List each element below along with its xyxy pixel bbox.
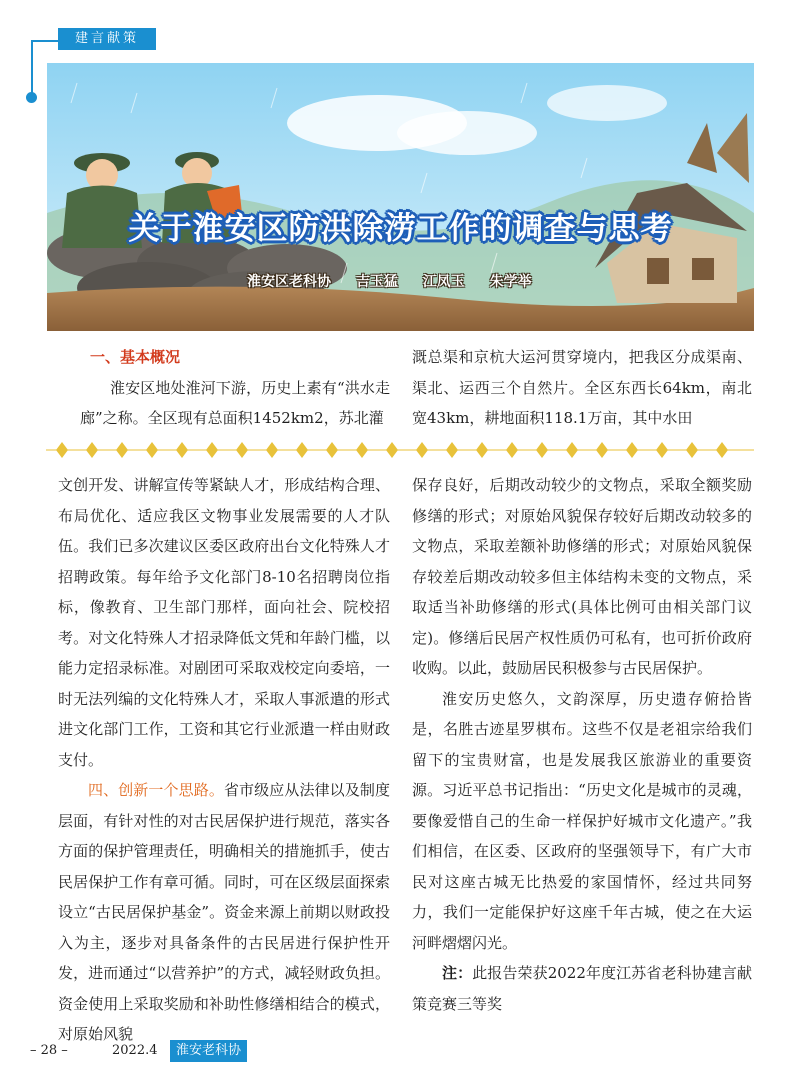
section-tag: 建言献策 — [58, 28, 156, 50]
footnote — [412, 958, 752, 1019]
intro-right-column — [412, 342, 752, 434]
paragraph-innovation-heading: 四、创新一个思路。 — [88, 781, 224, 799]
magazine-name: 淮安老科协 — [170, 1040, 247, 1062]
intro-paragraph-right: 溉总渠和京杭大运河贯穿境内，把我区分成渠南、渠北、运西三个自然片。全区东西长64km，南北宽43km，耕地面积118.1万亩，其中水田 — [412, 348, 752, 427]
article-authors — [247, 271, 550, 291]
footnote-label: 注： — [442, 964, 473, 982]
intro-left-column — [80, 342, 390, 434]
tag-dot — [26, 92, 37, 103]
paragraph-innovation-text: 省市级应从法律以及制度层面，有针对性的对古民居保护进行规范，落实各方面的保护管理责任，明确相关的措施抓手，使古民居保护工作有章可循。同时，可在区级层面探索设立“古民居保护基金”。资金来源上前期以财政投入为主，逐步对具备条件的古民居进行保护性开发，进而通过“以营养护”的方式，减轻财政负担。资金使用上采取奖励和补助性修缮相结合的模式，对原始风貌 — [58, 781, 390, 1043]
tag-line-vertical — [31, 40, 33, 100]
paragraph-history: 淮安历史悠久，文韵深厚，历史遗存俯拾皆是，名胜古迹星罗棋布。这些不仅是老祖宗给我们留下的宝贵财富，也是发展我区旅游业的重要资源。习近平总书记指出：“历史文化是城市的灵魂，要像爱惜自己的生命一样保护好城市文化遗产。”我们相信，在区委、区政府的坚强领导下，有广大市民对这座古城无比热爱的家国情怀，经过共同努力，我们一定能保护好这座千年古城，使之在大运河畔熠熠闪光。 — [412, 689, 752, 952]
author-3: 朱学举 — [489, 274, 532, 290]
body-left-column — [58, 470, 390, 1050]
page-number: – 28 – — [30, 1043, 68, 1058]
tag-line-horizontal — [31, 40, 61, 42]
body-right-column — [412, 470, 752, 1019]
banner-illustration — [47, 63, 754, 331]
paragraph-innovation — [58, 775, 390, 1050]
author-2: 江凤玉 — [422, 274, 465, 290]
author-1: 吉玉猛 — [355, 274, 398, 290]
decorative-divider — [46, 438, 754, 462]
paragraph-talent: 文创开发、讲解宣传等紧缺人才，形成结构合理、布局优化、适应我区文物事业发展需要的人才队伍。我们已多次建议区委区政府出台文化特殊人才招聘政策。每年给予文化部门8-10名招聘岗位指标，像教育、卫生部门那样，面向社会、院校招考。对文化特殊人才招录降低文凭和年龄门槛，以能力定招录标准。对剧团可采取戏校定向委培，一时无法列编的文化特殊人才，采取人事派遣的形式进文化部门工作，工资和其它行业派遣一样由财政支付。 — [58, 476, 390, 769]
author-org: 淮安区老科协 — [247, 274, 331, 290]
intro-paragraph-left: 淮安区地处淮河下游，历史上素有“洪水走廊”之称。全区现有总面积1452km2，苏北灌 — [80, 378, 390, 427]
footnote-text: 此报告荣获2022年度江苏省老科协建言献策竞赛三等奖 — [412, 964, 752, 1013]
issue-number: 2022.4 — [112, 1043, 158, 1058]
paragraph-subsidy: 保存良好，后期改动较少的文物点，采取全额奖励修缮的形式；对原始风貌保存较好后期改动较多的文物点，采取差额补助修缮的形式；对原始风貌保存较差后期改动较多但主体结构未变的文物点，采取适当补助修缮的形式(具体比例可由相关部门议定)。修缮后民居产权性质仍可私有，也可折价政府收购。以此，鼓励居民积极参与古民居保护。 — [412, 476, 752, 677]
article-title: 关于淮安区防洪除涝工作的调查与思考 — [128, 211, 673, 247]
section-heading: 一、基本概况 — [90, 348, 181, 366]
